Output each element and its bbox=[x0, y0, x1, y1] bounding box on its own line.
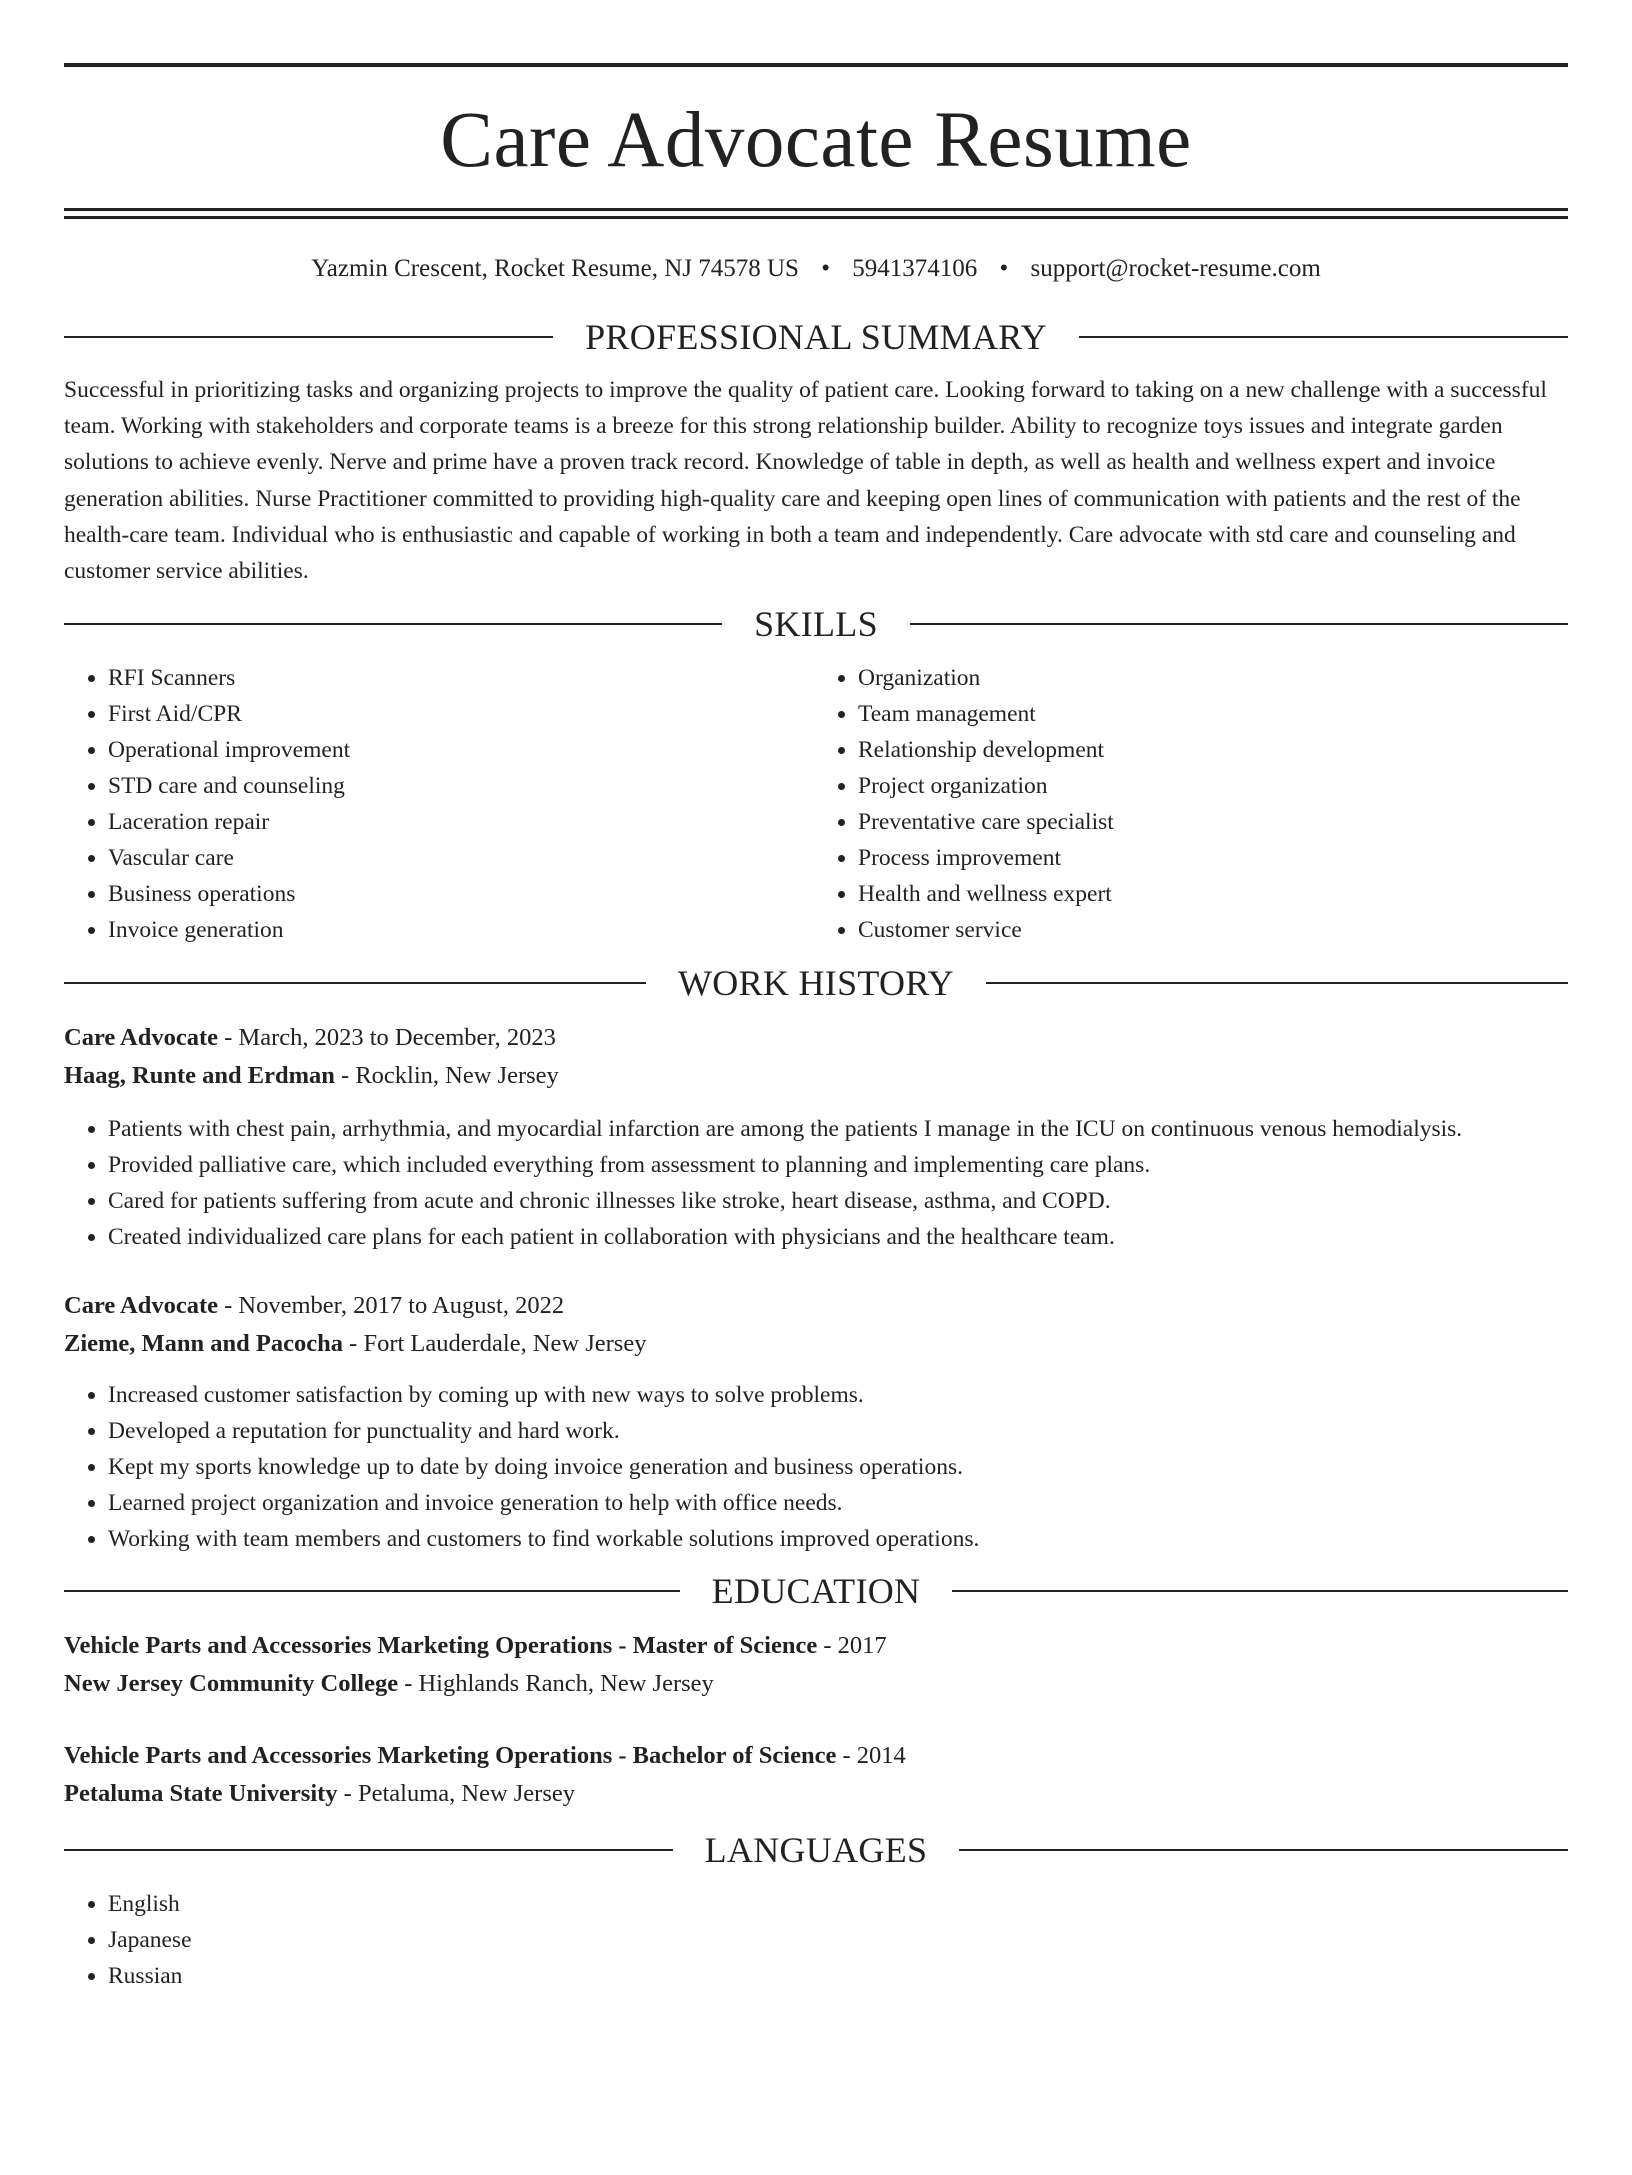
heading-rule bbox=[952, 1590, 1568, 1592]
languages-list bbox=[64, 1886, 1568, 1994]
job-bullet: • Cared for patients suffering from acute and chronic illnesses like stroke, heart disease, asthma, and COPD. bbox=[108, 1183, 1568, 1219]
skill-item: • Relationship development bbox=[858, 732, 1568, 768]
job-bullet: • Created individualized care plans for each patient in collaboration with physicians and the healthcare team. bbox=[108, 1219, 1568, 1255]
job-company-line bbox=[64, 1057, 1568, 1095]
language-item: • English bbox=[108, 1886, 1568, 1922]
contact-address: Yazmin Crescent, Rocket Resume, NJ 74578 US bbox=[311, 255, 799, 282]
job-company: Haag, Runte and Erdman bbox=[64, 1062, 335, 1090]
job-company-line bbox=[64, 1325, 1568, 1363]
job-title: Care Advocate bbox=[64, 1292, 218, 1320]
skill-item: • Health and wellness expert bbox=[858, 876, 1568, 912]
job-company: Zieme, Mann and Pacocha bbox=[64, 1330, 344, 1358]
education-location: - Highlands Ranch, New Jersey bbox=[398, 1670, 714, 1698]
heading-rule bbox=[1079, 336, 1568, 338]
heading-rule bbox=[64, 1590, 680, 1592]
skill-item: • Operational improvement bbox=[108, 732, 818, 768]
skill-item: • RFI Scanners bbox=[108, 660, 818, 696]
job-bullet: • Increased customer satisfaction by coming up with new ways to solve problems. bbox=[108, 1377, 1568, 1413]
job-bullet: • Learned project organization and invoice generation to help with office needs. bbox=[108, 1485, 1568, 1521]
skill-item: • STD care and counseling bbox=[108, 768, 818, 804]
skills-columns bbox=[64, 660, 1568, 948]
skill-item: • Process improvement bbox=[858, 840, 1568, 876]
job-entry bbox=[64, 1287, 1568, 1557]
education-degree-line bbox=[64, 1627, 1568, 1665]
job-title-line bbox=[64, 1287, 1568, 1325]
skill-item: • Team management bbox=[858, 696, 1568, 732]
top-rule bbox=[64, 63, 1568, 67]
contact-email: support@rocket-resume.com bbox=[1030, 255, 1321, 282]
job-bullet: • Provided palliative care, which included everything from assessment to planning and implementing care plans. bbox=[108, 1147, 1568, 1183]
skill-item: • First Aid/CPR bbox=[108, 696, 818, 732]
job-dates: - November, 2017 to August, 2022 bbox=[218, 1292, 565, 1320]
skill-item: • Preventative care specialist bbox=[858, 804, 1568, 840]
title-double-rule bbox=[64, 208, 1568, 219]
skill-item: • Laceration repair bbox=[108, 804, 818, 840]
page-title: Care Advocate Resume bbox=[440, 97, 1192, 184]
education-entry bbox=[64, 1737, 1568, 1813]
job-bullet: • Kept my sports knowledge up to date by doing invoice generation and business operations. bbox=[108, 1449, 1568, 1485]
skills-list-left bbox=[64, 660, 818, 948]
job-bullets bbox=[64, 1377, 1568, 1557]
education-school-line bbox=[64, 1665, 1568, 1703]
heading-rule bbox=[64, 623, 722, 625]
languages-heading bbox=[64, 1830, 1568, 1870]
job-location: - Fort Lauderdale, New Jersey bbox=[343, 1330, 647, 1358]
skill-item: • Business operations bbox=[108, 876, 818, 912]
education-heading-label: EDUCATION bbox=[711, 1571, 921, 1612]
job-title: Care Advocate bbox=[64, 1024, 218, 1052]
resume-page bbox=[0, 63, 1632, 2175]
job-entry bbox=[64, 1019, 1568, 1255]
job-location: - Rocklin, New Jersey bbox=[334, 1062, 559, 1090]
education-location: - Petaluma, New Jersey bbox=[337, 1780, 575, 1808]
heading-rule bbox=[64, 1849, 673, 1851]
education-year: - 2017 bbox=[817, 1632, 887, 1660]
contact-phone: 5941374106 bbox=[852, 255, 978, 282]
job-bullets bbox=[64, 1111, 1568, 1255]
job-title-line bbox=[64, 1019, 1568, 1057]
job-bullet: • Patients with chest pain, arrhythmia, and myocardial infarction are among the patients I manage in the ICU on continuous venous hemodialysis. bbox=[108, 1111, 1568, 1147]
languages-heading-label: LANGUAGES bbox=[704, 1830, 928, 1871]
contact-separator: • bbox=[821, 255, 830, 282]
job-dates: - March, 2023 to December, 2023 bbox=[218, 1024, 556, 1052]
education-year: - 2014 bbox=[836, 1742, 906, 1770]
education-degree-line bbox=[64, 1737, 1568, 1775]
heading-rule bbox=[986, 982, 1568, 984]
education-school-line bbox=[64, 1775, 1568, 1813]
heading-rule bbox=[64, 336, 553, 338]
skill-item: • Organization bbox=[858, 660, 1568, 696]
education-heading bbox=[64, 1571, 1568, 1611]
summary-heading-label: PROFESSIONAL SUMMARY bbox=[585, 317, 1047, 357]
heading-rule bbox=[959, 1849, 1568, 1851]
contact-separator: • bbox=[999, 255, 1009, 282]
summary-text: Successful in prioritizing tasks and organizing projects to improve the quality of patient care. Looking forward to taking on a new challenge with a successful team. Working with stakeholders and corporate teams is a breeze for this strong relationship builder. Ability to recognize toys issues and integrate garden solutions to achieve evenly. Nerve and prime have a proven track record. Knowledge of table in depth, as well as health and wellness expert and invoice generation abilities. Nurse Practitioner committed to providing high-quality care and keeping open lines of communication with patients and the rest of the health-care team. Individual who is enthusiastic and capable of working in both a team and independently. Care advocate with std care and counseling and customer service abilities. bbox=[64, 377, 1547, 585]
contact-line bbox=[64, 254, 1568, 284]
skill-item: • Customer service bbox=[858, 912, 1568, 948]
education-degree: Vehicle Parts and Accessories Marketing Operations - Master of Science bbox=[64, 1632, 818, 1660]
skills-list-right bbox=[814, 660, 1568, 948]
education-school: New Jersey Community College bbox=[64, 1670, 399, 1698]
education-school: Petaluma State University bbox=[64, 1780, 338, 1808]
skill-item: • Invoice generation bbox=[108, 912, 818, 948]
language-item: • Japanese bbox=[108, 1922, 1568, 1958]
education-entry bbox=[64, 1627, 1568, 1703]
work-heading bbox=[64, 963, 1568, 1003]
work-heading-label: WORK HISTORY bbox=[678, 963, 954, 1004]
job-bullet: • Working with team members and customers to find workable solutions improved operations. bbox=[108, 1521, 1568, 1557]
job-bullet: • Developed a reputation for punctuality and hard work. bbox=[108, 1413, 1568, 1449]
summary-heading bbox=[64, 317, 1568, 357]
skill-item: • Vascular care bbox=[108, 840, 818, 876]
skill-item: • Project organization bbox=[858, 768, 1568, 804]
skills-heading bbox=[64, 604, 1568, 644]
language-item: • Russian bbox=[108, 1958, 1568, 1994]
education-degree: Vehicle Parts and Accessories Marketing Operations - Bachelor of Science bbox=[64, 1742, 837, 1770]
heading-rule bbox=[910, 623, 1568, 625]
heading-rule bbox=[64, 982, 646, 984]
skills-heading-label: SKILLS bbox=[754, 604, 878, 645]
